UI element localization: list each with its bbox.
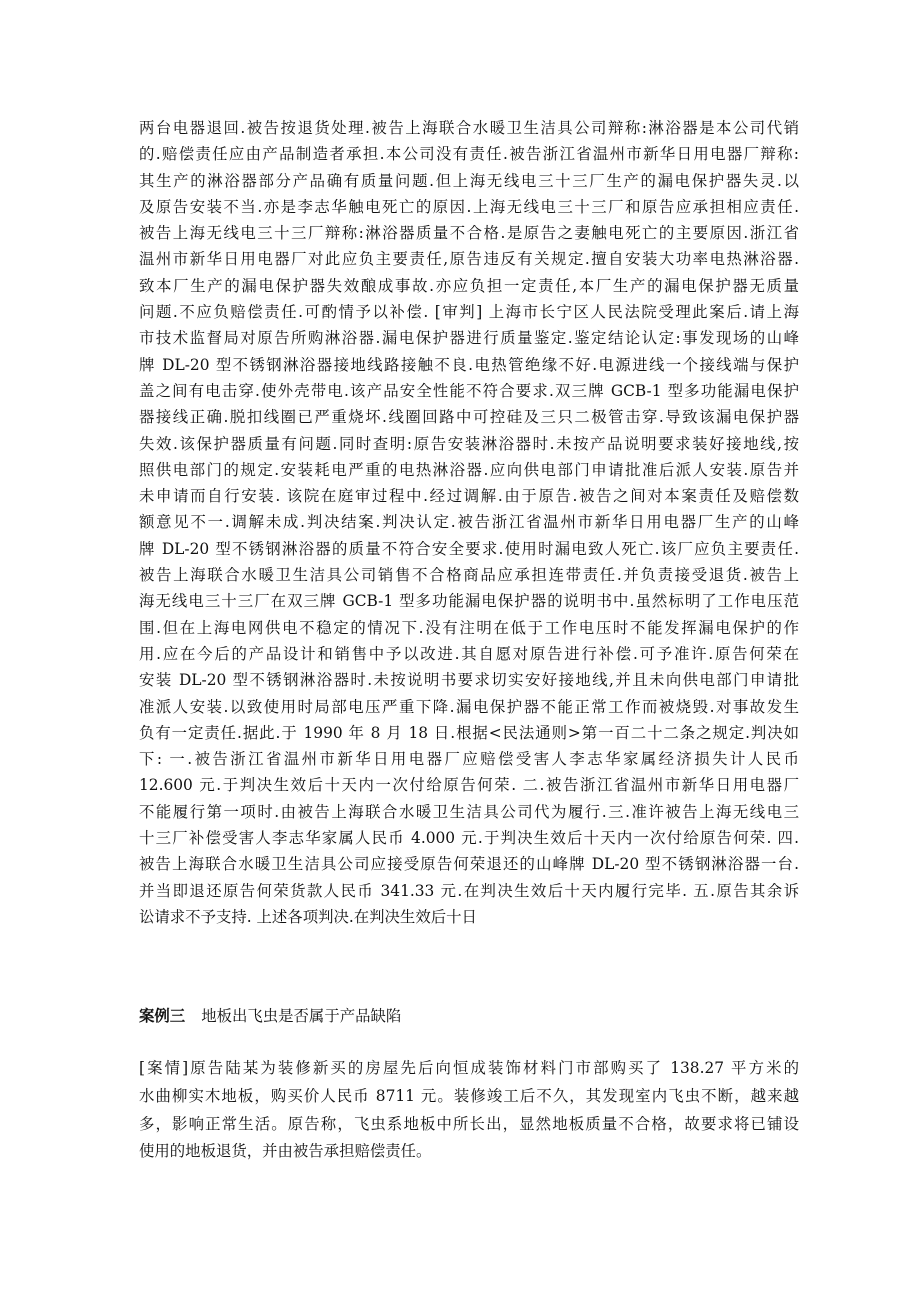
case-paragraph-line: [案情]原告陆某为装修新买的房屋先后向恒成装饰材料门市部购买了 138.27 平方米的 [139, 1059, 799, 1077]
paragraph-line: 牌 DL-20 型不锈钢淋浴器接地线路接触不良.电热管绝缘不好.电源进线一个接线端与保护 [139, 355, 799, 374]
case-paragraph-line: 水曲柳实木地板，购买价人民币 8711 元。装修竣工后不久，其发现室内飞虫不断，越来越 [139, 1086, 799, 1105]
paragraph-line: 问题.不应负赔偿责任.可酌情予以补偿. [审判] 上海市长宁区人民法院受理此案后.请上海 [139, 303, 799, 322]
paragraph-line: 的.赔偿责任应由产品制造者承担.本公司没有责任.被告浙江省温州市新华日用电器厂辩称: [139, 145, 799, 164]
paragraph-line: 盖之间有电击穿.使外壳带电.该产品安全性能不符合要求.双三牌 GCB-1 型多功能漏电保护 [139, 381, 799, 400]
paragraph-line: 十三厂补偿受害人李志华家属人民币 4.000 元.于判决生效后十天内一次付给原告何荣. 四. [139, 829, 799, 848]
paragraph-line: 牌 DL-20 型不锈钢淋浴器的质量不符合安全要求.使用时漏电致人死亡.该厂应负主要责任. [139, 539, 799, 558]
judgment-text-block [139, 115, 799, 930]
paragraph-line: 准派人安装.以致使用时局部电压严重下降.漏电保护器不能正常工作而被烧毁.对事故发生 [139, 697, 799, 716]
paragraph-line: 安装 DL-20 型不锈钢淋浴器时.未按说明书要求切实安好接地线,并且未向供电部门申请批 [139, 671, 799, 690]
paragraph-line: 其生产的淋浴器部分产品确有质量问题.但上海无线电三十三厂生产的漏电保护器失灵.以 [139, 171, 799, 190]
paragraph-line: 被告上海联合水暖卫生洁具公司销售不合格商品应承担连带责任.并负责接受退货.被告上 [139, 566, 799, 585]
paragraph-line: 被告上海无线电三十三厂辩称:淋浴器质量不合格.是原告之妻触电死亡的主要原因.浙江省 [139, 224, 799, 243]
paragraph-line: 器接线正确.脱扣线圈已严重烧坏.线圈回路中可控硅及三只二极管击穿.导致该漏电保护器 [139, 408, 799, 427]
paragraph-line: 两台电器退回.被告按退货处理.被告上海联合水暖卫生洁具公司辩称:淋浴器是本公司代销 [139, 119, 799, 137]
paragraph-line: 失效.该保护器质量有问题.同时查明:原告安装淋浴器时.未按产品说明要求装好接地线,按 [139, 434, 799, 453]
paragraph-line: 温州市新华日用电器厂对此应负主要责任,原告违反有关规定.擅自安装大功率电热淋浴器. [139, 250, 799, 269]
paragraph-line: 下: 一.被告浙江省温州市新华日用电器厂应赔偿受害人李志华家属经济损失计人民币 [139, 750, 799, 769]
paragraph-line: 及原告安装不当.亦是李志华触电死亡的原因.上海无线电三十三厂和原告应承担相应责任. [139, 197, 799, 216]
paragraph-line: 负有一定责任.据此.于 1990 年 8 月 18 日.根据<民法通则>第一百二十二条之规定.判决如 [139, 723, 799, 742]
paragraph-line: 致本厂生产的漏电保护器失效酿成事故.亦应负担一定责任,本厂生产的漏电保护器无质量 [139, 276, 799, 295]
case-paragraph-line: 使用的地板退货，并由被告承担赔偿责任。 [139, 1142, 432, 1161]
paragraph-line: 照供电部门的规定.安装耗电严重的电热淋浴器.应向供电部门申请批准后派人安装.原告并 [139, 460, 799, 479]
paragraph-line: 额意见不一.调解未成.判决结案.判决认定.被告浙江省温州市新华日用电器厂生产的山峰 [139, 513, 799, 532]
paragraph-line: 未申请而自行安装. 该院在庭审过程中.经过调解.由于原告.被告之间对本案责任及赔偿数 [139, 487, 799, 506]
paragraph-line: 被告上海联合水暖卫生洁具公司应接受原告何荣退还的山峰牌 DL-20 型不锈钢淋浴器一台. [139, 855, 799, 874]
paragraph-line: 海无线电三十三厂在双三牌 GCB-1 型多功能漏电保护器的说明书中.虽然标明了工作电压范 [139, 592, 799, 611]
paragraph-line: 并当即退还原告何荣货款人民币 341.33 元.在判决生效后十天内履行完毕. 五.原告其余诉 [139, 881, 799, 900]
case-heading [139, 1003, 401, 1029]
case-number: 案例三 [139, 1007, 186, 1025]
paragraph-line: 市技术监督局对原告所购淋浴器.漏电保护器进行质量鉴定.鉴定结论认定:事发现场的山峰 [139, 329, 799, 348]
case-paragraph-line: 多，影响正常生活。原告称，飞虫系地板中所长出，显然地板质量不合格，故要求将已铺设 [139, 1114, 799, 1133]
case-facts-block [139, 1055, 799, 1166]
paragraph-line: 12.600 元.于判决生效后十天内一次付给原告何荣. 二.被告浙江省温州市新华日用电器厂 [139, 776, 799, 795]
paragraph-line: 讼请求不予支持. 上述各项判决.在判决生效后十日 [139, 907, 477, 926]
paragraph-line: 不能履行第一项时.由被告上海联合水暖卫生洁具公司代为履行.三.准许被告上海无线电三 [139, 802, 799, 821]
case-title: 地板出飞虫是否属于产品缺陷 [201, 1007, 402, 1025]
paragraph-line: 围.但在上海电网供电不稳定的情况下.没有注明在低于工作电压时不能发挥漏电保护的作 [139, 618, 799, 637]
paragraph-line: 用.应在今后的产品设计和销售中予以改进.其自愿对原告进行补偿.可予准许.原告何荣在 [139, 644, 799, 663]
